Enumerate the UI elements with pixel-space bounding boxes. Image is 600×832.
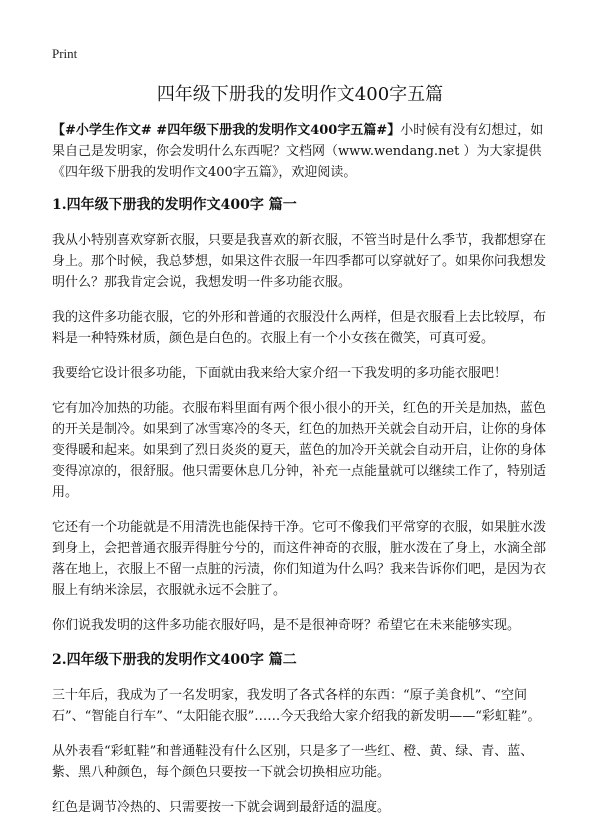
paragraph: 它还有一个功能就是不用清洗也能保持干净。它可不像我们平常穿的衣服，如果脏水泼到身上，会把普通衣服弄得脏兮兮的，而这件神奇的衣服，脏水泼在了身上，水滴全部落在地上，衣服上不留一点脏的污渍，你们知道为什么吗？我来告诉你们吧，是因为衣服上有纳米涂层，衣服就永远不会脏了。 [52,520,547,598]
paragraph: 红色是调节冷热的、只需要按一下就会调到最舒适的温度。 [52,800,391,815]
intro-paragraph [52,120,548,183]
print-label: Print [52,46,78,61]
paragraph: 我从小特别喜欢穿新衣服，只要是我喜欢的新衣服，不管当时是什么季节，我都想穿在身上。那个时候，我总梦想，如果这件衣服一年四季都可以穿就好了。如果你问我想发明什么？那我肯定会说，我想发明一件多功能衣服。 [52,233,547,290]
paragraph: 三十年后，我成为了一名发明家，我发明了各式各样的东西：“原子美食机”、“空间石”、“智能自行车”、“太阳能衣服”……今天我给大家介绍我的新发明——“彩虹鞋”。 [52,688,541,724]
intro-text: 小时候有没有幻想过，如果自己是发明家，你会发明什么东西呢？文档网（www.wendang.net ）为大家提供《四年级下册我的发明作文400字五篇》，欢迎阅读。 [52,123,544,180]
document-body [52,120,548,832]
paragraph: 你们说我发明的这件多功能衣服好吗，是不是很神奇呀？希望它在未来能够实现。 [52,618,521,633]
paragraph: 我的这件多功能衣服，它的外形和普通的衣服没什么两样，但是衣服看上去比较厚，布料是一种特殊材质，颜色是白色的。衣服上有一个小女孩在微笑，可真可爱。 [52,310,547,346]
section-heading: 2.四年级下册我的发明作文400字 篇二 [52,652,297,668]
document-title: 四年级下册我的发明作文400字五篇 [156,84,444,105]
section-heading: 1.四年级下册我的发明作文400字 篇一 [52,197,297,213]
paragraph: 它有加冷加热的功能。衣服布料里面有两个很小很小的开关，红色的开关是加热，蓝色的开关是制冷。如果到了冰雪寒冷的冬天，红色的加热开关就会自动开启，让你的身体变得暖和起来。如果到了烈日炎炎的夏天，蓝色的加冷开关就会自动开启，让你的身体变得凉凉的，很舒服。他只需要休息几分钟，补充一点能量就可以继续工作了，特别适用。 [52,401,547,500]
intro-tags: 【#小学生作文# #四年级下册我的发明作文400字五篇#】 [52,123,401,138]
paragraph: 从外表看“彩虹鞋”和普通鞋没有什么区别，只是多了一些红、橙、黄、绿、青、蓝、紫、黑八种颜色，每个颜色只要按一下就会切换相应功能。 [52,744,534,780]
paragraph: 我要给它设计很多功能，下面就由我来给大家介绍一下我发明的多功能衣服吧！ [52,366,508,381]
